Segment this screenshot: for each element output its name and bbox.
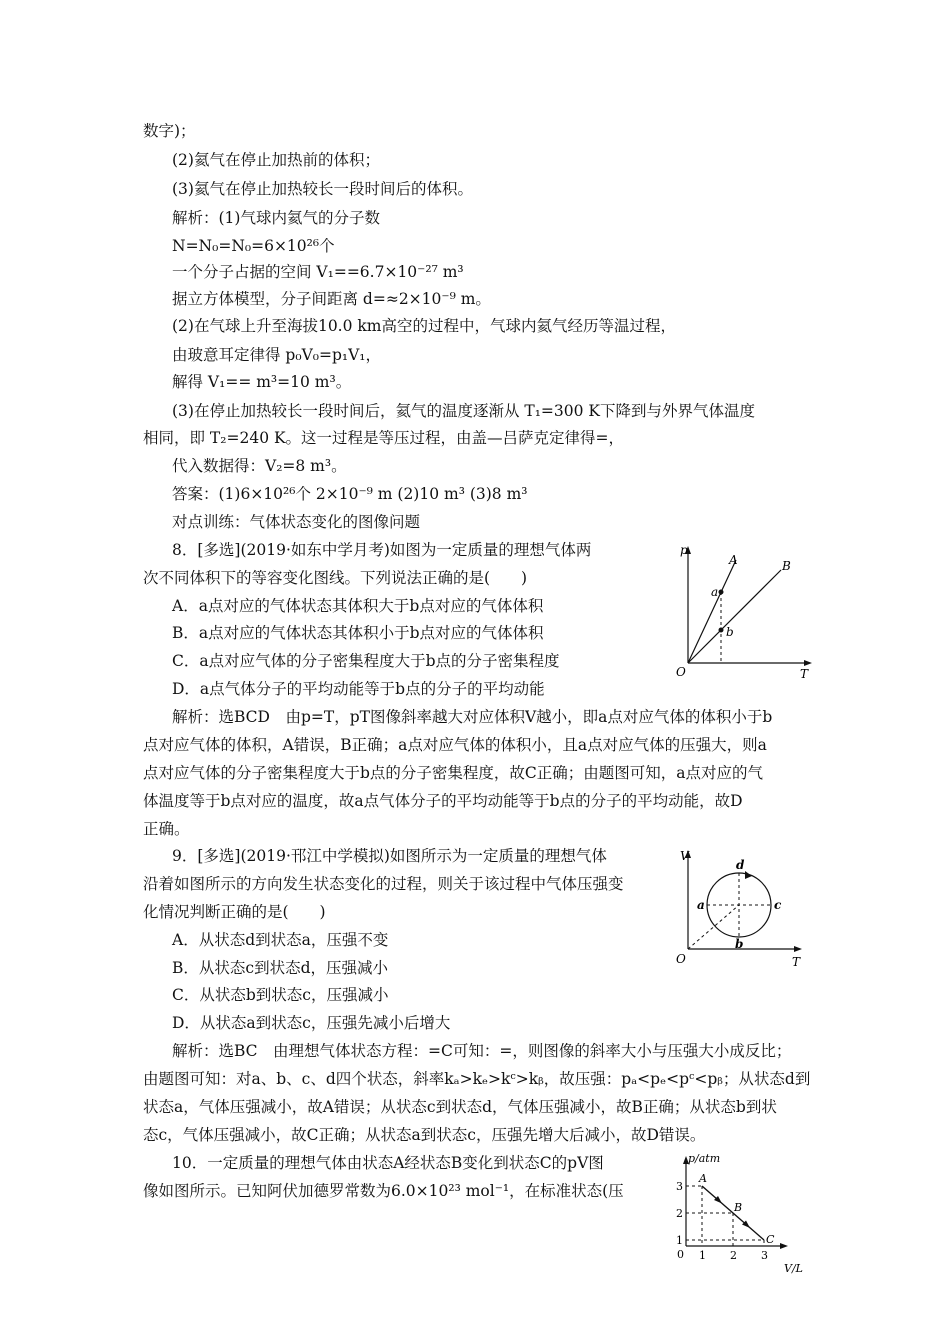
text-line: N=N₀=N₀=6×10²⁶个: [172, 237, 335, 255]
text-line: (2)在气球上升至海拔10.0 km高空的过程中，气球内氦气经历等温过程，: [172, 317, 676, 335]
option-a: A．a点对应的气体状态其体积大于b点对应的气体体积: [172, 597, 544, 615]
text-line: 据立方体模型，分子间距离 d=≈2×10⁻⁹ m。: [172, 290, 491, 308]
question-10: 10．一定质量的理想气体由状态A经状态B变化到状态C的pV图: [172, 1154, 604, 1172]
state-d-label: d: [736, 858, 745, 872]
section-heading: 对点训练：气体状态变化的图像问题: [172, 513, 421, 531]
text-line: 代入数据得：V₂=8 m³。: [172, 457, 347, 475]
point-b: [719, 628, 724, 633]
figure-pv-graph: [670, 1148, 820, 1276]
x-tick-3: 3: [761, 1249, 768, 1262]
state-a-label: A: [699, 1172, 707, 1185]
y-tick-3: 3: [676, 1180, 683, 1193]
state-a-label: a: [697, 898, 705, 912]
y-tick-2: 2: [676, 1207, 683, 1220]
state-c-label: c: [774, 898, 782, 912]
text-line: 解得 V₁== m³=10 m³。: [172, 373, 352, 391]
origin-label: O: [676, 665, 686, 679]
option-b: B．a点对应的气体状态其体积小于b点对应的气体体积: [172, 624, 544, 642]
text-line: 答案：(1)6×10²⁶个 2×10⁻⁹ m (2)10 m³ (3)8 m³: [172, 485, 528, 503]
point-b-label: b: [726, 625, 734, 639]
text-line: 相同，即 T₂=240 K。这一过程是等压过程，由盖—吕萨克定律得=，: [143, 429, 625, 447]
text-line: 正确。: [143, 820, 190, 838]
text-line: 点对应气体的分子密集程度大于b点的分子密集程度，故C正确；由题图可知，a点对应的气: [143, 764, 764, 782]
x-tick-2: 2: [730, 1249, 737, 1262]
x-tick-1: 1: [699, 1249, 706, 1262]
text-line: 态c，气体压强减小，故C正确；从状态a到状态c，压强先增大后减小，故D错误。: [143, 1126, 706, 1144]
point-a: [719, 590, 724, 595]
text-line: 像如图所示。已知阿伏加德罗常数为6.0×10²³ mol⁻¹，在标准状态(压: [143, 1182, 624, 1200]
text-line: 数字)；: [143, 122, 196, 140]
origin-label: O: [676, 952, 686, 966]
text-line: 由玻意耳定律得 p₀V₀=p₁V₁，: [172, 346, 382, 364]
isochore-a-line: [688, 560, 736, 663]
origin-label: 0: [677, 1248, 684, 1261]
point-a-label: a: [711, 585, 719, 599]
figure-vt-circle: [672, 844, 822, 974]
y-tick-1: 1: [676, 1234, 683, 1247]
text-line: (3)在停止加热较长一段时间后，氦气的温度逐渐从 T₁=300 K下降到与外界气体温度: [172, 402, 756, 420]
dashed-origin-line: [688, 905, 739, 949]
state-b-label: B: [734, 1201, 743, 1214]
figure-pt-isochores: [672, 540, 822, 685]
text-line: 沿着如图所示的方向发生状态变化的过程，则关于该过程中气体压强变: [143, 875, 624, 893]
p-label: p: [680, 543, 688, 557]
isochore-b-line: [688, 570, 781, 663]
question-9: 9．[多选](2019·邗江中学模拟)如图所示为一定质量的理想气体: [172, 847, 607, 865]
t-label: T: [800, 667, 809, 681]
state-c-label: C: [766, 1233, 775, 1246]
text-line: 化情况判断正确的是( ): [143, 903, 326, 921]
t-axis-arrow: [804, 660, 812, 666]
v-axis-arrow: [780, 1243, 788, 1249]
state-b-label: b: [735, 937, 744, 951]
text-line: 解析：(1)气球内氦气的分子数: [172, 209, 380, 227]
text-line: 体温度等于b点对应的温度，故a点气体分子的平均动能等于b点的分子的平均动能，故D: [143, 792, 743, 810]
option-a: A．从状态d到状态a，压强不变: [172, 931, 389, 949]
option-c: C．从状态b到状态c，压强减小: [172, 986, 389, 1004]
text-line: 解析：选BCD 由p=T，pT图像斜率越大对应体积V越小，即a点对应气体的体积小于b: [172, 708, 773, 726]
question-8: 8．[多选](2019·如东中学月考)如图为一定质量的理想气体两: [172, 541, 592, 559]
option-c: C．a点对应气体的分子密集程度大于b点的分子密集程度: [172, 652, 560, 670]
v-axis-label: V/L: [784, 1262, 803, 1275]
line-b-label: B: [782, 559, 791, 573]
text-line: 由题图可知：对a、b、c、d四个状态，斜率kₐ>kₑ>kᶜ>kᵦ，故压强：pₐ<pₑ<pᶜ<pᵦ；从状态d到: [143, 1070, 811, 1088]
line-a-label: A: [729, 553, 738, 567]
text-line: (3)氦气在停止加热较长一段时间后的体积。: [172, 180, 473, 198]
text-line: 次不同体积下的等容变化图线。下列说法正确的是( ): [143, 569, 528, 587]
text-line: 一个分子占据的空间 V₁==6.7×10⁻²⁷ m³: [172, 263, 464, 281]
text-line: 解析：选BC 由理想气体状态方程：=C可知：=，则图像的斜率大小与压强大小成反比；: [172, 1042, 792, 1060]
text-line: 状态a，气体压强减小，故A错误；从状态c到状态d，气体压强减小，故B正确；从状态b到状: [143, 1098, 777, 1116]
text-line: 点对应气体的体积，A错误，B正确；a点对应气体的体积小，且a点对应气体的压强大，则a: [143, 736, 767, 754]
option-b: B．从状态c到状态d，压强减小: [172, 959, 388, 977]
t-label: T: [792, 955, 801, 969]
option-d: D．从状态a到状态c，压强先减小后增大: [172, 1014, 451, 1032]
v-label: V: [680, 849, 689, 863]
option-d: D．a点气体分子的平均动能等于b点的分子的平均动能: [172, 680, 545, 698]
text-line: (2)氦气在停止加热前的体积；: [172, 151, 380, 169]
p-axis-label: p/atm: [688, 1152, 721, 1165]
t-axis-arrow: [794, 946, 802, 952]
